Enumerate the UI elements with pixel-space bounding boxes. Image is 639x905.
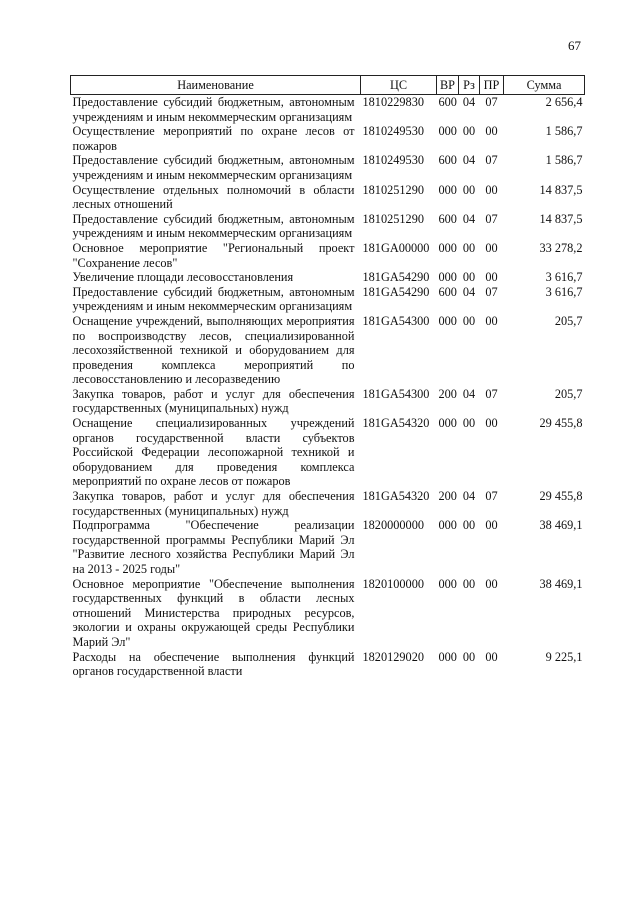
table-row	[71, 124, 585, 153]
row-cs-code: 181GA00000	[362, 240, 430, 255]
row-sum: 14 837,5	[539, 182, 583, 197]
row-pr-code: 07	[485, 211, 498, 226]
row-name: Оснащение учреждений, выполняющих мероприятия по воспроизводству лесов, специализированной лесохозяйственной техникой и оборудованием для проведения комплекса мероприятий по лесовосстановлению и лесоразведению	[72, 313, 355, 387]
row-sum: 29 455,8	[539, 416, 583, 431]
row-rz-code: 00	[462, 649, 476, 664]
table-row	[71, 518, 585, 576]
row-name: Предоставление субсидий бюджетным, автономным учреждениям и иным некоммерческим организациям	[72, 284, 355, 314]
table-row	[71, 577, 585, 650]
row-rz-code: 00	[462, 518, 476, 533]
header-name: Наименование	[71, 76, 361, 95]
row-rz-code: 04	[462, 153, 476, 168]
row-rz-code: 04	[462, 284, 476, 299]
table-header	[71, 76, 585, 95]
table-row	[71, 387, 585, 416]
row-sum: 9 225,1	[545, 649, 583, 664]
row-sum: 14 837,5	[539, 211, 583, 226]
row-vr-code: 600	[438, 284, 457, 299]
row-rz-code: 04	[462, 489, 476, 504]
row-name: Основное мероприятие "Региональный проект "Сохранение лесов"	[72, 240, 355, 270]
header-rz: Рз	[459, 76, 480, 95]
row-name: Основное мероприятие "Обеспечение выполнения государственных функций в области лесных отношений Министерства природных ресурсов, экологии и охраны окружающей среды Республики Марий Эл"	[72, 576, 355, 649]
row-pr-code: 00	[485, 416, 498, 431]
row-cs-code: 1810229830	[362, 95, 424, 109]
table-row	[71, 650, 585, 679]
header-cs: ЦС	[361, 76, 437, 95]
row-vr-code: 600	[438, 211, 457, 226]
row-vr-code: 000	[438, 240, 457, 255]
row-sum: 205,7	[554, 386, 583, 401]
row-rz-code: 00	[462, 416, 476, 431]
row-vr-code: 000	[438, 182, 457, 197]
row-rz-code: 00	[462, 124, 476, 139]
row-pr-code: 00	[485, 518, 498, 533]
row-name: Закупка товаров, работ и услуг для обеспечения государственных (муниципальных) нужд	[72, 489, 355, 518]
header-vr: ВР	[437, 76, 459, 95]
table-row	[71, 270, 585, 285]
row-pr-code: 00	[485, 270, 498, 285]
row-rz-code: 04	[462, 386, 476, 401]
row-cs-code: 181GA54290	[362, 270, 430, 285]
row-vr-code: 200	[438, 386, 457, 401]
row-cs-code: 1820000000	[362, 518, 424, 533]
table-row	[71, 183, 585, 212]
row-cs-code: 1810251290	[362, 211, 424, 226]
row-vr-code: 000	[438, 518, 457, 533]
row-name: Предоставление субсидий бюджетным, автономным учреждениям и иным некоммерческим организациям	[72, 95, 355, 124]
row-name: Подпрограмма "Обеспечение реализации государственной программы Республики Марий Эл "Развитие лесного хозяйства Республики Марий Эл на 2013 - 2025 годы"	[72, 518, 355, 576]
row-cs-code: 1810249530	[362, 153, 424, 168]
table-row	[71, 153, 585, 182]
table-row	[71, 212, 585, 241]
row-rz-code: 04	[462, 211, 476, 226]
row-name: Предоставление субсидий бюджетным, автономным учреждениям и иным некоммерческим организациям	[72, 211, 355, 241]
row-name: Расходы на обеспечение выполнения функций органов государственной власти	[72, 649, 355, 679]
row-pr-code: 00	[485, 124, 498, 139]
row-vr-code: 200	[438, 489, 457, 504]
row-rz-code: 00	[462, 240, 476, 255]
row-cs-code: 1820129020	[362, 649, 424, 664]
row-sum: 3 616,7	[545, 270, 583, 285]
row-pr-code: 07	[485, 386, 498, 401]
table-header-row	[71, 76, 585, 95]
table-body	[71, 95, 585, 679]
row-name: Закупка товаров, работ и услуг для обеспечения государственных (муниципальных) нужд	[72, 386, 355, 416]
row-sum: 29 455,8	[539, 489, 583, 504]
row-sum: 1 586,7	[545, 124, 583, 139]
row-vr-code: 000	[438, 124, 457, 139]
table-row	[71, 241, 585, 270]
row-vr-code: 000	[438, 313, 457, 328]
row-sum: 205,7	[554, 313, 583, 328]
row-pr-code: 00	[485, 313, 498, 328]
row-rz-code: 00	[462, 270, 476, 285]
row-pr-code: 07	[485, 284, 498, 299]
row-sum: 33 278,2	[539, 240, 583, 255]
row-sum: 2 656,4	[545, 95, 583, 109]
table-row	[71, 489, 585, 518]
row-cs-code: 181GA54320	[362, 416, 430, 431]
page-number: 67	[568, 38, 581, 53]
row-cs-code: 181GA54300	[362, 313, 430, 328]
row-cs-code: 1820100000	[362, 576, 424, 591]
row-cs-code: 181GA54290	[362, 284, 430, 299]
row-pr-code: 07	[485, 489, 498, 504]
row-name: Осуществление отдельных полномочий в области лесных отношений	[72, 182, 355, 212]
row-cs-code: 181GA54300	[362, 386, 430, 401]
row-pr-code: 00	[485, 576, 498, 591]
row-name: Предоставление субсидий бюджетным, автономным учреждениям и иным некоммерческим организациям	[72, 153, 355, 182]
row-name: Оснащение специализированных учреждений органов государственной власти субъектов Российской Федерации лесопожарной техникой и оборудованием для проведения комплекса мероприятий по охране лесов от пожаров	[72, 416, 355, 489]
header-pr: ПР	[480, 76, 504, 95]
row-vr-code: 000	[438, 649, 457, 664]
row-vr-code: 600	[438, 95, 457, 109]
table-row	[71, 285, 585, 314]
row-pr-code: 00	[485, 649, 498, 664]
row-name: Увеличение площади лесовосстановления	[72, 270, 294, 285]
row-pr-code: 00	[485, 240, 498, 255]
row-cs-code: 1810251290	[362, 182, 424, 197]
row-name: Осуществление мероприятий по охране лесов от пожаров	[72, 124, 355, 153]
row-vr-code: 000	[438, 416, 457, 431]
row-rz-code: 00	[462, 313, 476, 328]
row-rz-code: 00	[462, 182, 476, 197]
row-vr-code: 000	[438, 270, 457, 285]
row-cs-code: 1810249530	[362, 124, 424, 139]
budget-table	[70, 75, 585, 679]
header-sum: Сумма	[504, 76, 585, 95]
row-sum: 3 616,7	[545, 284, 583, 299]
row-rz-code: 04	[462, 95, 476, 109]
row-sum: 38 469,1	[539, 576, 583, 591]
row-cs-code: 181GA54320	[362, 489, 430, 504]
row-pr-code: 07	[485, 153, 498, 168]
row-pr-code: 07	[485, 95, 498, 109]
row-vr-code: 000	[438, 576, 457, 591]
table-row	[71, 416, 585, 489]
table-row	[71, 314, 585, 387]
row-sum: 1 586,7	[545, 153, 583, 168]
row-pr-code: 00	[485, 182, 498, 197]
table-row	[71, 95, 585, 125]
row-rz-code: 00	[462, 576, 476, 591]
row-sum: 38 469,1	[539, 518, 583, 533]
row-vr-code: 600	[438, 153, 457, 168]
